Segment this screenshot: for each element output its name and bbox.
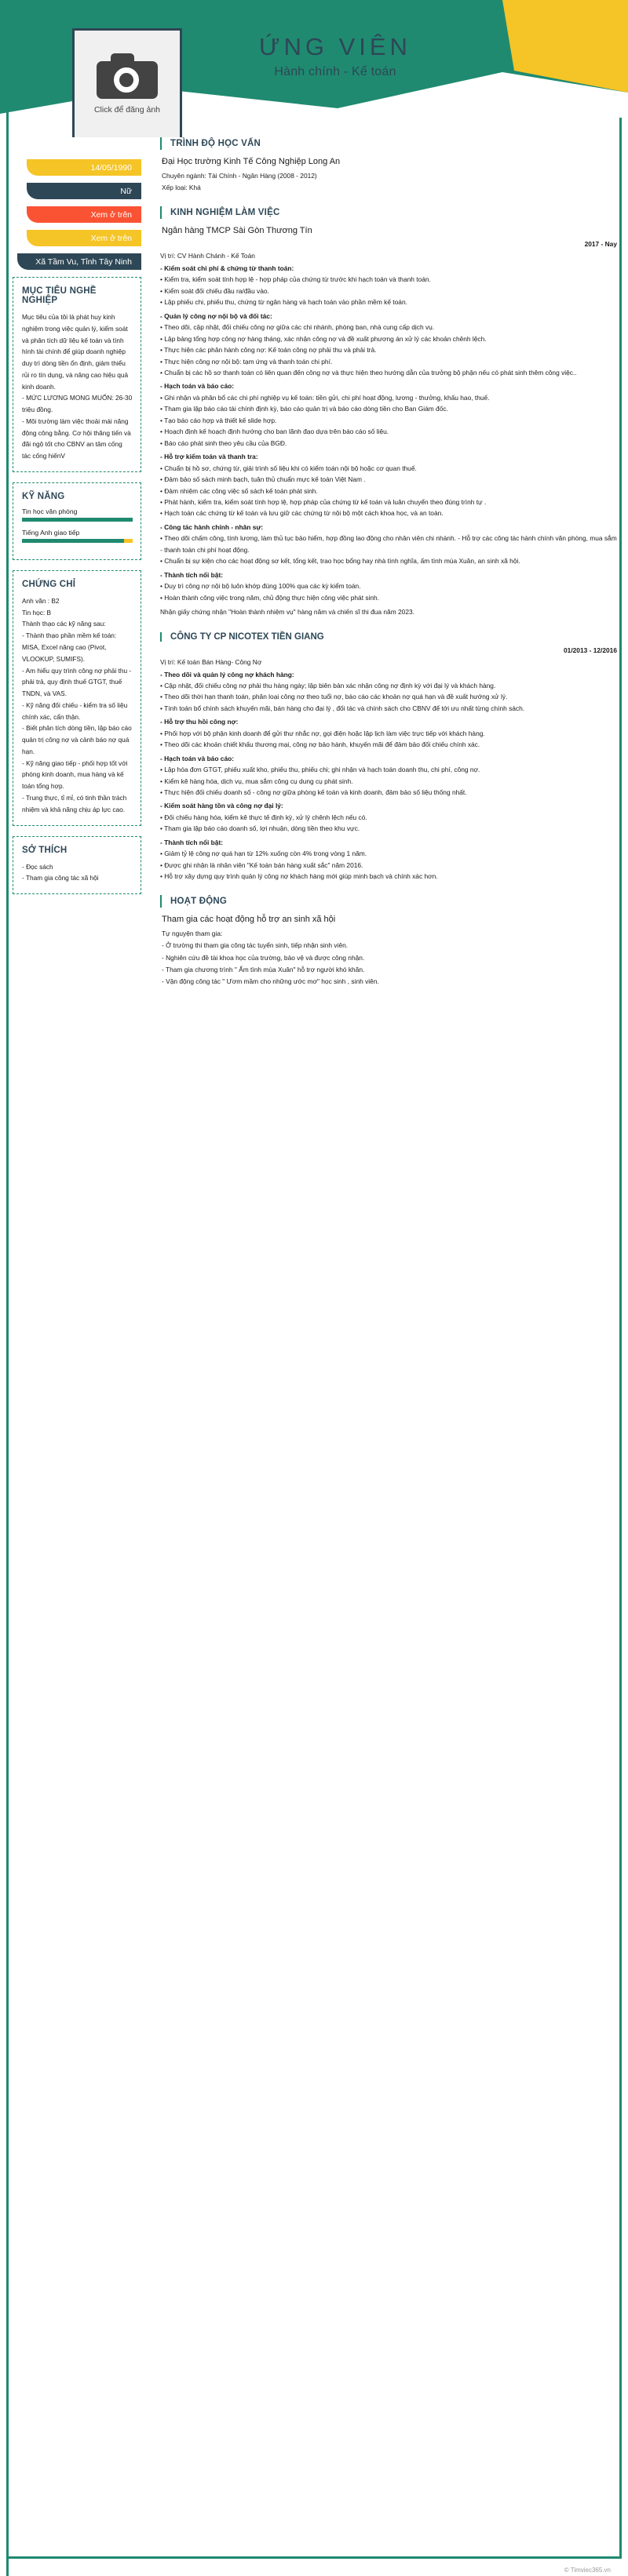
sidebar-paragraph: Tin học: B xyxy=(22,608,52,617)
job-bullet: • Kiểm kê hàng hóa, dịch vụ, mua sắm công cụ dung cụ phát sinh. xyxy=(160,777,353,785)
job-bullet: • Duy trì công nợ nội bộ luôn khớp đúng 100% qua các kỳ kiểm toán. xyxy=(160,582,361,591)
job-group-heading: - Hỗ trợ thu hồi công nợ: xyxy=(160,718,239,726)
experience-title: KINH NGHIỆM LÀM VIỆC xyxy=(170,207,280,217)
job-bullet: • Lập bảng tổng hợp công nợ hàng tháng, xác nhận công nợ và đề xuất phương án xử lý các khoản chênh lệch. xyxy=(160,334,487,343)
job-group-heading: - Thành tích nổi bật: xyxy=(160,570,224,579)
job-date-range: 01/2013 - 12/2016 xyxy=(564,646,617,654)
job-bullet: • Lập hóa đơn GTGT, phiếu xuất kho, phiếu thu, phiếu chi; ghi nhận và hạch toán doanh thu, chi phí, công nợ. xyxy=(160,766,480,774)
job-bullet: • Hạch toán các chứng từ kế toán và lưu giữ các chứng từ nội bộ một cách khoa học, và an toàn. xyxy=(160,509,444,518)
education-major: Chuyên ngành: Tài Chính - Ngân Hàng (2008 - 2012) xyxy=(162,172,317,180)
job-bullet: • Hỗ trợ xây dựng quy trình quản lý công nợ khách hàng mới giúp minh bạch và chính xác hơn. xyxy=(160,872,438,881)
activities-intro: Tự nguyện tham gia: xyxy=(162,929,223,937)
sidebar-paragraph: - Tham gia công tác xã hội xyxy=(22,874,99,882)
footer-credit: © Timviec365.vn xyxy=(564,2567,611,2574)
activities-heading xyxy=(160,895,617,908)
address-bar-label: Xã Tầm Vu, Tỉnh Tây Ninh xyxy=(35,257,132,267)
job-bullet: • Theo dõi thời hạn thanh toán, phân loại công nợ theo tuổi nợ, báo cáo các khoản nợ quá hạn và đề xuất hướng xử lý. xyxy=(160,693,508,701)
job-bullet: • Hoàn thành công việc trong năm, chủ động thực hiện công việc phát sinh. xyxy=(160,593,380,602)
sidebar-section-body xyxy=(22,311,133,462)
job-bullet: • Tham gia lập báo cáo tài chính định kỳ, báo cáo quản trị và báo cáo dòng tiền cho Ban Giám đốc. xyxy=(160,405,448,413)
sidebar-paragraph: - Am hiểu quy trình công nợ phải thu - phải trả, quy định thuế GTGT, thuế TNDN, và VAS. xyxy=(22,666,132,698)
job-bullet: • Thực hiện công nợ nội bộ: tạm ứng và thanh toán chi phí. xyxy=(160,357,333,366)
job-bullet: • Theo dõi các khoản chiết khấu thương mại, công nợ bảo hành, khuyến mãi để đảm bảo đối chiếu chính xác. xyxy=(160,740,480,749)
birthdate-bar[interactable] xyxy=(27,159,141,176)
job-bullet: • Tham gia lập báo cáo doanh số, lợi nhuận, dòng tiền theo khu vực. xyxy=(160,824,360,833)
sidebar-paragraph: - Kỹ năng đối chiếu - kiểm tra số liệu chính xác, cẩn thận. xyxy=(22,700,128,721)
job-bullet: • Chuẩn bị các hồ sơ thanh toán có liên quan đến công nợ và thực hiện theo hướng dẫn của trưởng bộ phận nếu có phát sinh thêm công việc.. xyxy=(160,368,577,377)
sidebar-section-title: SỞ THÍCH xyxy=(22,845,68,855)
job-role: Vị trí: CV Hành Chánh - Kế Toán xyxy=(160,251,255,260)
education-section xyxy=(160,137,617,194)
sidebar-paragraph: Mục tiêu của tôi là phát huy kinh nghiệm trong việc quản lý, kiểm soát và phân tích dữ liệu kế toán và tình hình tài chính để giúp doanh nghiệp duy trì dòng tiền ổn định, giảm thiểu rủi ro tín dụng, và nâng cao hiệu quả kinh doanh. xyxy=(22,313,129,391)
job-bullet: • Phối hợp với bộ phận kinh doanh để gửi thư nhắc nợ, gọi điện hoặc lập lịch làm việc trực tiếp với khách hàng. xyxy=(160,729,485,737)
sidebar-paragraph: Anh văn : B2 xyxy=(22,596,60,605)
activities-title: HOẠT ĐỘNG xyxy=(170,896,228,906)
job-bullet: • Đảm nhiệm các công việc số sách kế toán phát sinh. xyxy=(160,486,318,495)
skill-label: Tiếng Anh giao tiếp xyxy=(22,528,80,537)
job-bullet: • Thực hiện đối chiếu doanh số - công nợ giữa phòng kế toán và kinh doanh, đảm bảo số liệu thống nhất. xyxy=(160,788,467,797)
experience-heading xyxy=(160,206,617,219)
job-bullet: • Theo dõi, cập nhật, đối chiếu công nợ giữa các chi nhánh, phòng ban, nhà cung cấp dịch vụ. xyxy=(160,323,435,332)
cv-title-block xyxy=(259,33,411,79)
job-group-heading: - Quản lý công nợ nội bộ và đối tác: xyxy=(160,311,272,320)
sidebar-paragraph: - MỨC LƯƠNG MONG MUỐN: 26-30 triệu đồng. xyxy=(22,394,133,414)
job-bullet: • Chuẩn bị hồ sơ, chứng từ, giải trình số liệu khi có kiểm toán nội bộ hoặc cơ quan thuế. xyxy=(160,464,417,472)
cv-body xyxy=(0,137,628,1000)
sidebar-paragraph: - Môi trường làm việc thoải mái năng động công bằng. Cơ hội thăng tiến và đãi ngộ tốt cho CBNV an tâm cống tác cống hiếnV xyxy=(22,417,131,460)
sidebar-section-body xyxy=(22,595,133,816)
photo-upload-box[interactable] xyxy=(72,28,182,137)
skill-progress-fill xyxy=(22,539,124,543)
sidebar-section xyxy=(13,836,141,895)
sidebar-paragraph: - Trung thực, tỉ mỉ, có tinh thần trách nhiệm và khả năng chịu áp lực cao. xyxy=(22,793,127,813)
job-bullet: • Báo cáo phát sinh theo yêu cầu của BGĐ. xyxy=(160,438,287,447)
job-bullet: • Ghi nhận và phân bổ các chi phí nghiệp vụ kế toán: tiền gửi, chi phí hoạt động, lương - thưởng, khấu hao, thuế. xyxy=(160,393,490,402)
sidebar-section-body xyxy=(22,861,133,885)
activity-item: - Ở trường thi tham gia công tác tuyển sinh, tiếp nhận sinh viên. xyxy=(162,941,349,950)
job-group-heading: - Theo dõi và quản lý công nợ khách hàng: xyxy=(160,670,294,679)
job-bullet: • Lập phiếu chi, phiếu thu, chứng từ ngân hàng và hạch toán vào phần mềm kế toán. xyxy=(160,298,407,307)
activity-item: - Tham gia chương trình " Ấm tình mùa Xuân" hỗ trợ người khó khăn. xyxy=(162,966,365,974)
bottom-accent-rail xyxy=(6,2556,622,2559)
experience-jobs xyxy=(160,226,617,882)
sidebar-section xyxy=(13,570,141,826)
gender-bar-label: Nữ xyxy=(120,186,132,196)
sidebar-paragraph: - Thành thạo phần mềm kế toán: MISA, Excel nâng cao (Pivot, VLOOKUP, SUMIFS). xyxy=(22,631,117,663)
job-group-heading: - Kiểm soát hàng tồn và công nợ đại lý: xyxy=(160,802,283,810)
activities-section xyxy=(160,895,617,988)
sidebar xyxy=(13,137,148,904)
education-title: TRÌNH ĐỘ HỌC VẤN xyxy=(170,139,261,148)
job-group-heading: - Thành tích nổi bật: xyxy=(160,838,224,846)
page-title: ỨNG VIÊN xyxy=(259,33,411,60)
sidebar-paragraph: - Đọc sách xyxy=(22,862,53,871)
phone-bar[interactable] xyxy=(27,206,141,223)
birthdate-bar-label: 14/05/1990 xyxy=(90,162,132,173)
job-bullet: • Giảm tỷ lệ công nợ quá hạn từ 12% xuống còn 4% trong vòng 1 năm. xyxy=(160,850,367,858)
sidebar-section xyxy=(13,482,141,560)
job-bullet: • Tạo báo cáo hợp và thiết kế slide hợp. xyxy=(160,416,277,424)
activities-list xyxy=(160,940,617,988)
camera-icon xyxy=(97,53,158,99)
job-role: Vị trí: Kế toán Bán Hàng- Công Nợ xyxy=(160,657,262,666)
page-subtitle: Hành chính - Kế toán xyxy=(274,65,396,78)
job-group-heading: - Hỗ trợ kiểm toán và thanh tra: xyxy=(160,453,258,461)
email-bar-label: Xem ở trên xyxy=(90,233,132,243)
education-school: Đại Học trường Kinh Tế Công Nghiệp Long An xyxy=(162,157,341,166)
sidebar-paragraph: - Biết phân tích dòng tiền, lập báo cáo quản trị công nợ và cảnh báo nợ quá hạn. xyxy=(22,724,132,755)
education-heading xyxy=(160,137,617,150)
job-bullet: • Thực hiện các phân hành công nợ: Kế toán công nợ phải thu và phải trả. xyxy=(160,346,377,355)
job-bullet: • Chuẩn bị sự kiện cho các hoạt động sơ kết, tổng kết, trao học bổng hay nhà tình nghĩa, ấm tình mùa Xuân, an sinh xã hội. xyxy=(160,557,520,566)
job-group-heading: - Kiểm soát chi phí & chứng từ thanh toán: xyxy=(160,264,294,272)
skill-progress-track xyxy=(22,539,133,543)
job-bullet: • Đảm bảo số sách minh bạch, tuân thủ chuẩn mực kế toán Việt Nam . xyxy=(160,475,366,484)
job-bullet: • Đối chiếu hàng hóa, kiểm kê thực tế định kỳ, xử lý chênh lệch nếu có. xyxy=(160,813,367,821)
education-grade: Xếp loại: Khá xyxy=(162,184,201,192)
job-bullet: • Hoạch định kế hoạch định hướng cho ban lãnh đạo dựa trên báo cáo số liệu. xyxy=(160,428,389,436)
sidebar-section-title: CHỨNG CHỈ xyxy=(22,579,76,589)
skill-item xyxy=(22,508,133,522)
sidebar-section xyxy=(13,277,141,472)
job-company: Ngân hàng TMCP Sài Gòn Thương Tín xyxy=(162,225,312,235)
skill-progress-fill xyxy=(22,518,133,522)
activity-item: - Nghiên cứu đề tài khoa học của trường, bảo vệ và được công nhận. xyxy=(162,953,365,962)
sidebar-sections xyxy=(13,277,141,894)
job-bullet: • Kiểm tra, kiểm soát tính hợp lệ - hợp pháp của chứng từ trước khi hạch toán và thanh toán. xyxy=(160,275,431,284)
gender-bar[interactable] xyxy=(27,183,141,199)
job-bullet: • Phát hành, kiểm tra, kiểm soát tính hợp lệ, hợp pháp của chứng từ kế toán và luân chuyển theo đúng trình tự . xyxy=(160,497,487,506)
job-bullet: • Tính toán bổ chính sách khuyến mãi, bán hàng cho đại lý , đối tác và chính sách cho CBNV để tới ưu nhất từng chính sách. xyxy=(160,704,525,712)
job-group-heading: - Hạch toán và báo cáo: xyxy=(160,754,235,762)
experience-job xyxy=(160,632,617,882)
experience-job xyxy=(160,226,617,618)
phone-bar-label: Xem ở trên xyxy=(90,209,132,220)
activities-subtitle: Tham gia các hoạt động hỗ trợ an sinh xã hội xyxy=(162,914,336,924)
skill-item xyxy=(22,529,133,543)
skill-progress-track xyxy=(22,518,133,522)
job-bullet: • Được ghi nhận là nhân viên "Kế toán bán hàng xuất sắc" năm 2016. xyxy=(160,860,363,869)
skill-label: Tin học văn phòng xyxy=(22,507,78,515)
sidebar-section-title: MỤC TIÊU NGHỀ NGHIỆP xyxy=(22,286,97,305)
main-column xyxy=(148,137,617,1000)
sidebar-paragraph: - Kỹ năng giao tiếp - phối hợp tốt với phòng kinh doanh, mua hàng và kế toán tổng hợp. xyxy=(22,759,128,791)
cv-header xyxy=(0,0,628,137)
job-company: CÔNG TY CP NICOTEX TIỀN GIANG xyxy=(160,632,617,642)
experience-section xyxy=(160,206,617,882)
photo-upload-label: Click để đăng ảnh xyxy=(93,105,161,115)
job-note: Nhận giấy chứng nhận "Hoàn thành nhiệm vụ" hàng năm và chiến sĩ thi đua năm 2023. xyxy=(160,608,414,617)
job-bullet: • Theo dõi chấm công, tính lương, làm thủ tục bảo hiểm, hợp đồng lao động cho nhân viên chi nhánh. - Hỗ trợ các công tác hành chính văn phòng, mua sắm - thanh toán chi phí hoạt động. xyxy=(160,534,617,554)
job-group-heading: - Công tác hành chính - nhân sự: xyxy=(160,522,264,531)
email-bar[interactable] xyxy=(27,230,141,246)
job-date-range: 2017 - Nay xyxy=(584,239,617,248)
job-group-heading: - Hạch toán và báo cáo: xyxy=(160,382,235,391)
job-bullet: • Kiểm soát đối chiếu đầu ra/đầu vào. xyxy=(160,286,269,295)
sidebar-paragraph: Thành thạo các kỹ năng sau: xyxy=(22,620,106,628)
activity-item: - Vận động công tác " Ươm mầm cho những ước mơ" học sinh , sinh viên. xyxy=(162,977,379,986)
personal-info-bars xyxy=(13,159,141,270)
sidebar-section-title: KỸ NĂNG xyxy=(22,491,65,501)
job-bullet: • Cập nhật, đối chiếu công nợ phải thu hàng ngày; lập biên bản xác nhận công nợ định kỳ với đại lý và khách hàng. xyxy=(160,681,496,689)
address-bar[interactable] xyxy=(17,253,141,270)
